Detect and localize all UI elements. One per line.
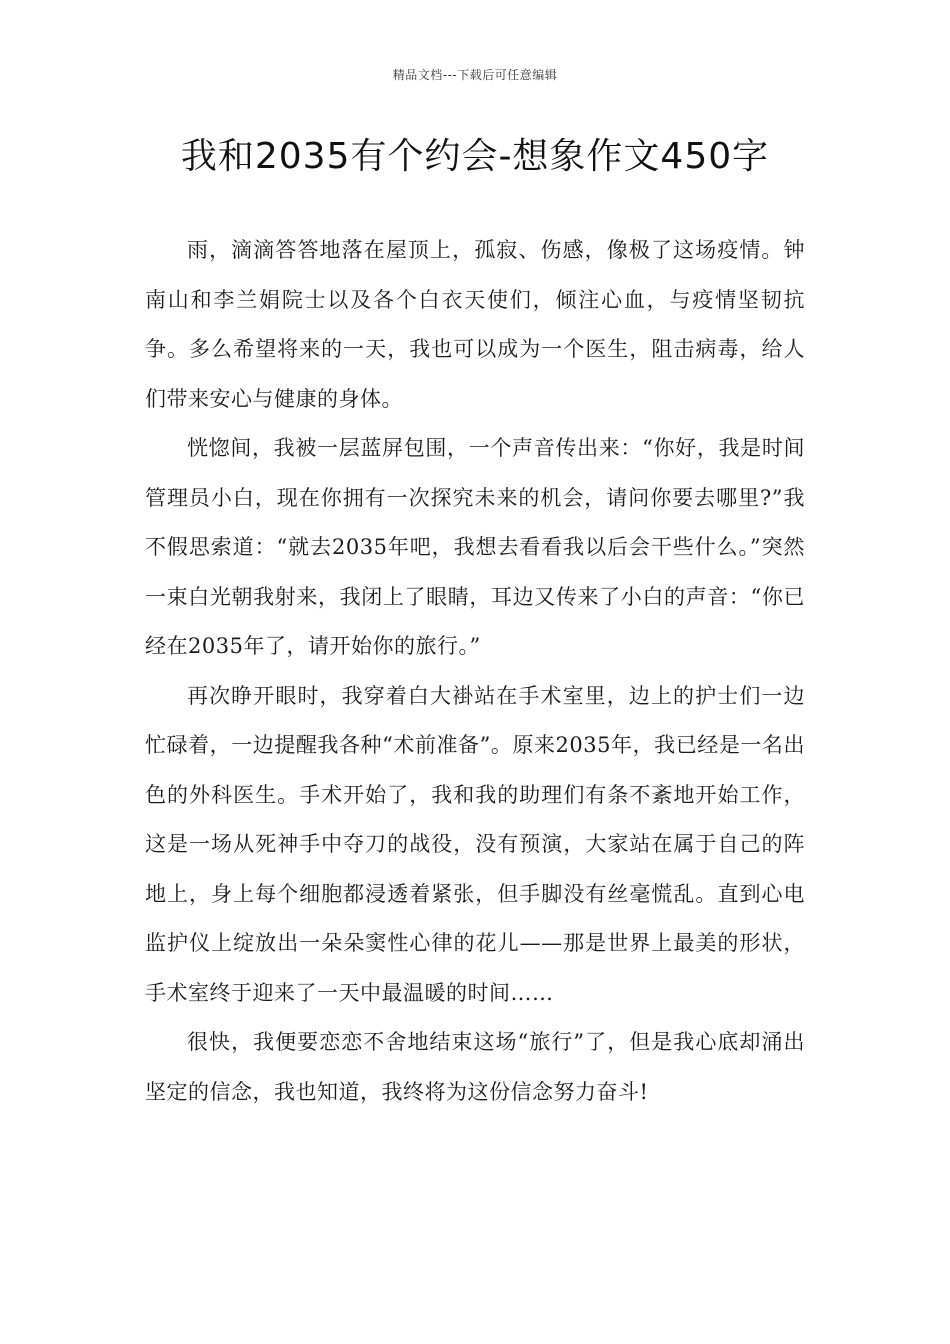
article-body xyxy=(145,226,805,1117)
paragraph-1: 雨，滴滴答答地落在屋顶上，孤寂、伤感，像极了这场疫情。钟南山和李兰娟院士以及各个白衣天使们，倾注心血，与疫情坚韧抗争。多么希望将来的一天，我也可以成为一个医生，阻击病毒，给人们带来安心与健康的身体。 xyxy=(145,238,805,411)
paragraph-4: 很快，我便要恋恋不舍地结束这场“旅行”了，但是我心底却涌出坚定的信念，我也知道，我终将为这份信念努力奋斗! xyxy=(145,1030,805,1104)
header-note: 精品文档---下载后可任意编辑 xyxy=(392,68,558,82)
page-title: 我和2035有个约会-想象作文450字 xyxy=(180,136,770,177)
paragraph-2: 恍惚间，我被一层蓝屏包围，一个声音传出来：“你好，我是时间管理员小白，现在你拥有一次探究未来的机会，请问你要去哪里?”我不假思索道：“就去2035年吧，我想去看看我以后会干些什么。”突然一束白光朝我射来，我闭上了眼睛，耳边又传来了小白的声音：“你已经在2035年了，请开始你的旅行。” xyxy=(145,436,805,658)
paragraph-3: 再次睁开眼时，我穿着白大褂站在手术室里，边上的护士们一边忙碌着，一边提醒我各种“术前准备”。原来2035年，我已经是一名出色的外科医生。手术开始了，我和我的助理们有条不紊地开始工作，这是一场从死神手中夺刀的战役，没有预演，大家站在属于自己的阵地上，身上每个细胞都浸透着紧张，但手脚没有丝毫慌乱。直到心电监护仪上绽放出一朵朵窦性心律的花儿——那是世界上最美的形状，手术室终于迎来了一天中最温暖的时间…… xyxy=(145,683,805,1005)
